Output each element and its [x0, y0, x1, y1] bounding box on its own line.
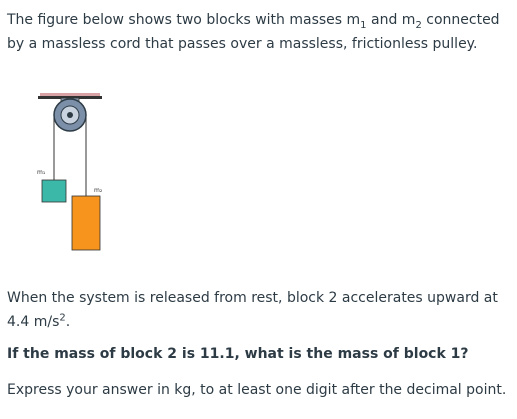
- released-statement: [7, 286, 512, 334]
- intro-text-2: and m: [366, 12, 416, 28]
- released-sup: 2: [59, 312, 66, 324]
- pulley-figure: [30, 88, 120, 263]
- block-1: [42, 180, 66, 202]
- released-text-2: .: [65, 314, 71, 330]
- block-2: [72, 196, 100, 250]
- intro-text-3: connected by a massless cord that passes over a massless, frictionless pulley.: [7, 12, 500, 52]
- intro-sub-2: 2: [415, 19, 422, 31]
- label-m2: m₂: [94, 187, 103, 194]
- label-m1: m₁: [37, 169, 46, 176]
- intro-sub-1: 1: [360, 19, 367, 31]
- pulley-axle: [67, 112, 73, 118]
- pulley-diagram: [30, 88, 120, 263]
- problem-intro: [7, 8, 512, 56]
- answer-instruction: Express your answer in kg, to at least one digit after the decimal point.: [7, 382, 507, 398]
- released-text-1: When the system is released from rest, block 2 accelerates upward at 4.4 m/s: [7, 290, 498, 330]
- question-text: If the mass of block 2 is 11.1, what is the mass of block 1?: [7, 346, 469, 362]
- intro-text-1: The figure below shows two blocks with masses m: [7, 12, 361, 28]
